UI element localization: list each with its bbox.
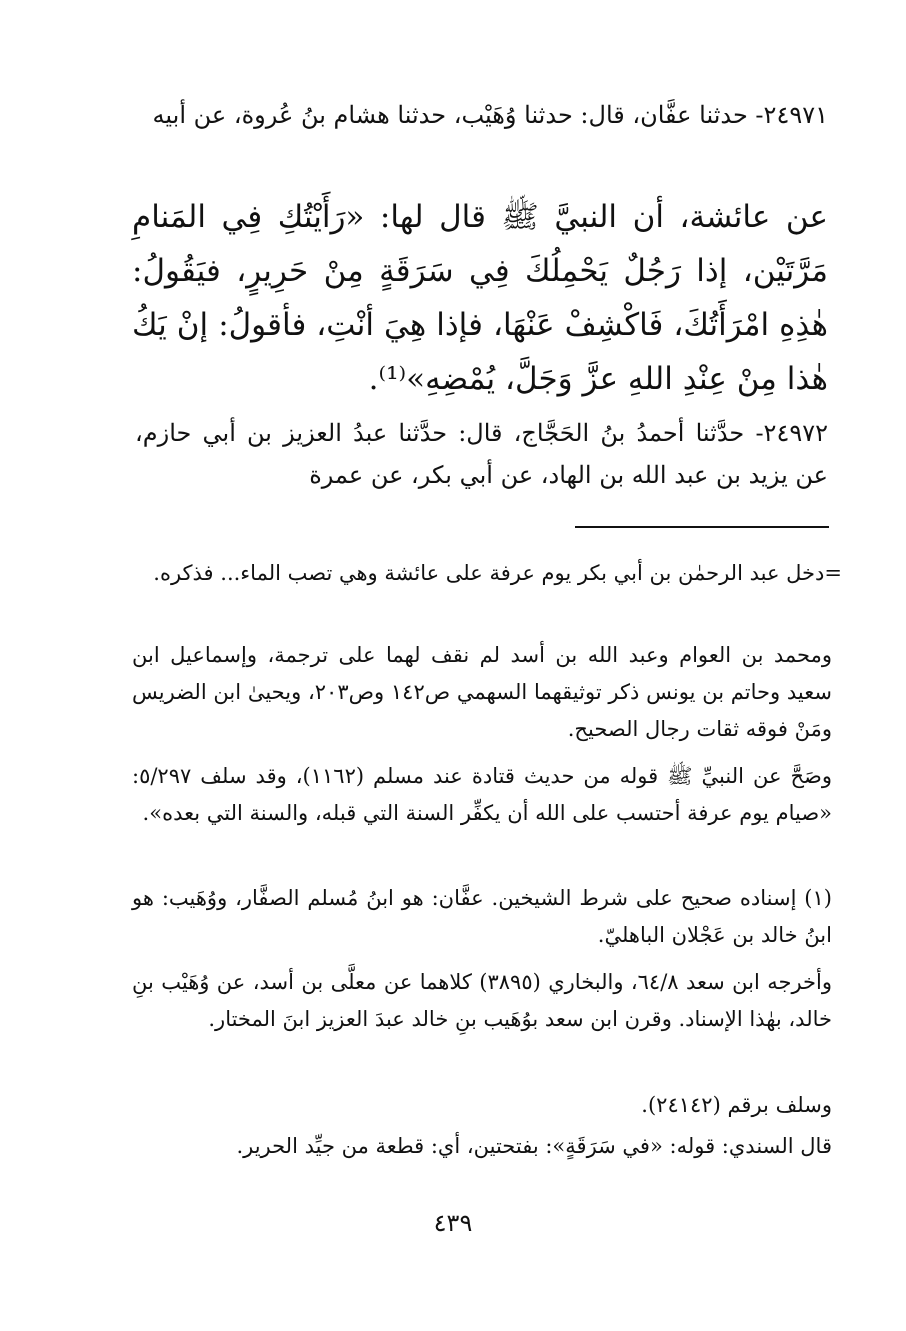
page-number: ٤٣٩	[433, 1209, 473, 1237]
footnote-continuation: =دخل عبد الرحمٰن بن أبي بكر يوم عرفة على عائشة وهي تصب الماء... فذكره.	[153, 561, 842, 585]
footnote-paragraph: وصَحَّ عن النبيِّ ﷺ قوله من حديث قتادة عند مسلم (١١٦٢)، وقد سلف ٥/٢٩٧: «صيام يوم عرفة أحتسب على الله أن يكفِّر السنة التي قبله، والسنة التي بعده».	[132, 764, 832, 825]
footnote-paragraph: وسلف برقم (٢٤١٤٢).	[641, 1093, 832, 1117]
hadith-24971-text: عن عائشة، أن النبيَّ ﷺ قال لها: «رَأَيْتُكِ فِي المَنامِ مَرَّتَيْن، إذا رَجُلٌ يَحْمِلُكَ فِي سَرَقَةٍ مِنْ حَرِيرٍ، فيَقُولُ: هٰذِهِ امْرَأَتُكَ، فَاكْشِفْ عَنْهَا، فإذا هِيَ أنْتِ، فأقولُ: إنْ يَكُ هٰذا مِنْ عِنْدِ اللهِ عزَّ وَجَلَّ، يُمْضِهِ»⁽¹⁾.	[132, 199, 828, 397]
footnote-separator	[575, 526, 829, 528]
hadith-24971-chain: ٢٤٩٧١- حدثنا عفَّان، قال: حدثنا وُهَيْب، حدثنا هشام بنُ عُروة، عن أبيه	[152, 101, 828, 129]
footnote-paragraph: قال السندي: قوله: «في سَرَقَةٍ»: بفتحتين، أي: قطعة من جيِّد الحرير.	[236, 1134, 832, 1158]
hadith-24972-chain: ٢٤٩٧٢- حدَّثنا أحمدُ بنُ الحَجَّاج، قال: حدَّثنا عبدُ العزيز بن أبي حازم، عن يزيد بن عبد الله بن الهاد، عن أبي بكر، عن عمرة	[135, 419, 828, 489]
footnote-1: (١) إسناده صحيح على شرط الشيخين. عفَّان: هو ابنُ مُسلم الصفَّار، ووُهَيب: هو ابنُ خالد بن عَجْلان الباهليّ.	[132, 886, 832, 947]
footnote-paragraph: ومحمد بن العوام وعبد الله بن أسد لم نقف لهما على ترجمة، وإسماعيل ابن سعيد وحاتم بن يونس ذكر توثيقهما السهمي ص١٤٢ وص٢٠٣، ويحيىٰ ابن الضريس ومَنْ فوقه ثقات رجال الصحيح.	[132, 643, 832, 741]
footnote-paragraph: وأخرجه ابن سعد ٦٤/٨، والبخاري (٣٨٩٥) كلاهما عن معلَّى بن أسد، عن وُهَيْب بنِ خالد، بهٰذا الإسناد. وقرن ابن سعد بوُهَيب بنِ خالد عبدَ العزيز ابنَ المختار.	[132, 970, 832, 1031]
